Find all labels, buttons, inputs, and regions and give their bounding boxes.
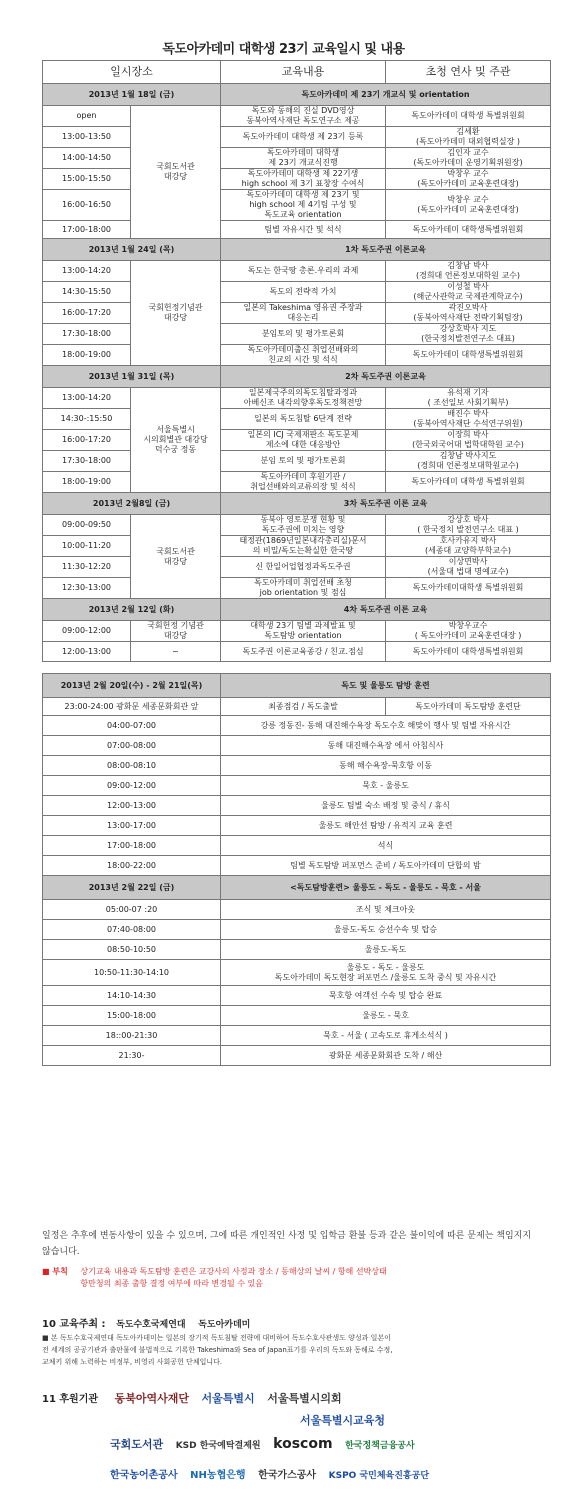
sponsor-logo: KSPO 국민체육진흥공단: [328, 1471, 430, 1481]
time-cell: open: [43, 106, 131, 127]
content-cell: 묵호 - 울릉도: [221, 776, 551, 796]
time-cell: 17:30-18:00: [43, 324, 131, 345]
footnote-label: ■ 부칙: [42, 1267, 68, 1276]
place-cell: 국회헌정기념관 대강당: [131, 261, 221, 366]
speaker-cell: 독도아카데미 대학생특별위원회: [386, 221, 551, 239]
content-cell: 독도의 전략적 가치: [221, 282, 386, 303]
content-cell: 석식: [221, 836, 551, 856]
time-cell: 04:00-07:00: [43, 716, 221, 736]
table-row: [43, 190, 551, 221]
time-cell: 09:00-09:50: [43, 515, 131, 536]
time-cell: 15:00-18:00: [43, 1006, 221, 1026]
sponsor-row-1: [42, 1390, 542, 1406]
time-cell: 17:00-18:00: [43, 221, 131, 239]
content-cell: 울릉도 팀별 숙소 배정 및 중식 / 휴식: [221, 796, 551, 816]
table-header-row: [43, 61, 551, 84]
organizer-row: [42, 1315, 260, 1330]
section-header-row: [43, 674, 551, 698]
time-cell: 14:10-14:30: [43, 986, 221, 1006]
organizer-description: ■ 본 독도수호국제연대 독도아카데미는 일본의 장기적 독도침탈 전략에 대비하여 독도수호사관생도 양성과 일본이 전 세계의 공공기관과 출판물에 불법적으로 기록한 Takeshima와 Sea of Japan표기를 우리의 독도와 동해로 수정, 교체키 위해 노력하는 비정부, 비영리 사회공헌 단체입니다.: [42, 1334, 393, 1366]
place-cell: 서울특별시 시의회별관 대강당 덕수궁 정동: [131, 388, 221, 493]
speaker-cell: 독도아카데미대학생 특별위원회: [386, 578, 551, 599]
section-title: 3차 독도주권 이론 교육: [221, 493, 551, 515]
content-cell: 팀별 독도탐방 퍼포먼스 준비 / 독도아카데미 단합의 밤: [221, 856, 551, 876]
section-title: 1차 독도주권 이론교육: [221, 239, 551, 261]
sponsor-logo: 서울특별시교육청: [300, 1414, 386, 1427]
content-cell: 일본의 독도침탈 6단계 전략: [221, 409, 386, 430]
table-row: [43, 324, 551, 345]
time-cell: 14:30-15:50: [43, 282, 131, 303]
section-header-row: [43, 366, 551, 388]
sponsor-logo: koscom: [273, 1436, 333, 1452]
section-date: 2013년 2월 12일 (화): [43, 599, 221, 621]
content-cell: 대학생 23기 팀별 과제발표 및 독도탐방 orientation: [221, 621, 386, 642]
speaker-cell: 강상호 박사 ( 한국정치 발전연구소 대표 ): [386, 515, 551, 536]
table-row: [43, 148, 551, 169]
table-row: [43, 836, 551, 856]
content-cell: 일본의 ICJ 국제재판소 독도문제 제소에 대한 대응방안: [221, 430, 386, 451]
content-cell: 묵호항 여객선 수속 및 탑승 완료: [221, 986, 551, 1006]
content-cell: 강릉 정동진- 동해 대진해수욕장 독도수호 해맞이 행사 및 팀별 자유시간: [221, 716, 551, 736]
column-header: 교육내용: [221, 61, 386, 84]
place-cell: 국회도서관 대강당: [131, 515, 221, 599]
table-row: [43, 986, 551, 1006]
table-row: [43, 698, 551, 716]
time-cell: 07:00-08:00: [43, 736, 221, 756]
section-title: 독도 및 울릉도 탐방 훈련: [221, 674, 551, 698]
footnote-text: 상기교육 내용과 독도탐방 훈련은 교강사의 사정과 장소 / 동해상의 날씨 / 항해 선박상태 항만청의 최종 출항 결정 여부에 따라 변경될 수 있음: [80, 1267, 387, 1288]
spacer: [43, 662, 551, 674]
column-header: 일시장소: [43, 61, 221, 84]
section-title: <독도탐방훈련> 울릉도 - 독도 - 울릉도 - 묵호 - 서울: [221, 876, 551, 900]
place-cell: ~: [131, 642, 221, 662]
content-cell: 일본의 Takeshima 영유권 주장과 대응논리: [221, 303, 386, 324]
speaker-cell: 이장희 박사 (한국외국어대 법학대학원 교수): [386, 430, 551, 451]
section-header-row: [43, 599, 551, 621]
content-cell: 독도아카데미출신 취업선배와의 친교의 시간 및 석식: [221, 345, 386, 366]
time-cell: 14:00-14:50: [43, 148, 131, 169]
content-cell: 조식 및 체크아웃: [221, 900, 551, 920]
section-date: 2013년 2월8일 (금): [43, 493, 221, 515]
section-header-row: [43, 84, 551, 106]
section-date: 2013년 1월 24일 (목): [43, 239, 221, 261]
place-cell: 국회도서관 대강당: [131, 106, 221, 239]
time-cell: 15:00-15:50: [43, 169, 131, 190]
time-cell: 12:00-13:00: [43, 796, 221, 816]
speaker-cell: 박창우 교수 (독도아카데미 교육훈련대장): [386, 190, 551, 221]
table-row: [43, 900, 551, 920]
section-header-row: [43, 239, 551, 261]
time-cell: 08:50-10:50: [43, 940, 221, 960]
content-cell: 일본제국주의의독도침탈과정과 아베신조 내각의향후독도정책전망: [221, 388, 386, 409]
column-header: 초청 연사 및 주관: [386, 61, 551, 84]
content-cell: 묵호 - 서울 ( 고속도로 휴게소석식 ): [221, 1026, 551, 1046]
sponsor-logo: 한국농어촌공사: [110, 1470, 178, 1481]
section-title: 독도아카데미 제 23기 개교식 및 orientation: [221, 84, 551, 106]
sponsor-row-3: [110, 1466, 439, 1481]
table-row: [43, 409, 551, 430]
time-cell: 17:00-18:00: [43, 836, 221, 856]
time-cell: 13:00-14:20: [43, 261, 131, 282]
time-cell: 16:00-16:50: [43, 190, 131, 221]
content-cell: 독도는 한국땅 총론.우리의 과제: [221, 261, 386, 282]
content-cell: 팀별 자유시간 및 석식: [221, 221, 386, 239]
speaker-cell: 강상호박사 지도 (한국정치발전연구소 대표): [386, 324, 551, 345]
table-row: [43, 940, 551, 960]
speaker-cell: 독도아카데미 대학생 특별위원회: [386, 106, 551, 127]
speaker-cell: 독도아카데미 대학생특별위원회: [386, 642, 551, 662]
speaker-cell: 김창남 박사지도 (경희대 언론정보대학원교수): [386, 451, 551, 472]
content-cell: 태정관(1869년일본내각총리실)문서 의 비밀/독도는확실한 한국땅: [221, 536, 386, 557]
table-row: [43, 515, 551, 536]
speaker-cell: 배진수 박사 (동북아역사재단 수석연구위원): [386, 409, 551, 430]
time-cell: 18:00-19:00: [43, 472, 131, 493]
content-cell: 독도아카데미 취업선배 초청 job orientation 및 점심: [221, 578, 386, 599]
time-cell: 18:00-22:00: [43, 856, 221, 876]
table-row: [43, 472, 551, 493]
gap-row: [43, 662, 551, 674]
speaker-cell: 박창우교수 ( 독도아카데미 교육훈련대장 ): [386, 621, 551, 642]
content-cell: 울릉도-독도: [221, 940, 551, 960]
sponsor-logo: 국회도서관: [110, 1438, 164, 1451]
page-title: 독도아카데미 대학생 23기 교육일시 및 내용: [162, 42, 405, 57]
section-date: 2013년 2월 20일(수) - 2월 21일(목): [43, 674, 221, 698]
table-row: [43, 716, 551, 736]
time-cell: 14:30-:15:50: [43, 409, 131, 430]
organizer-logo-2: 독도아카데미: [198, 1320, 251, 1330]
speaker-cell: 김창남 박사 (경희대 언론정보대학원 교수): [386, 261, 551, 282]
content-cell: 독도주권 이론교육종강 / 친교.점심: [221, 642, 386, 662]
table-row: [43, 127, 551, 148]
time-cell: 23:00-24:00 광화문 세종문화회관 앞: [43, 698, 221, 716]
time-cell: 12:30-13:00: [43, 578, 131, 599]
speaker-cell: 독도아카데미 독도탐방 훈련단: [386, 698, 551, 716]
time-cell: 13:00-17:00: [43, 816, 221, 836]
table-row: [43, 856, 551, 876]
section-date: 2013년 1월 18일 (금): [43, 84, 221, 106]
sponsor-logo: KSD 한국예탁결제원: [175, 1441, 261, 1451]
time-cell: 10:00-11:20: [43, 536, 131, 557]
content-cell: 울릉도 - 독도 - 울릉도 독도아카데미 독도현장 퍼포먼스 /울릉도 도착 중식 및 자유시간: [221, 960, 551, 986]
table-row: [43, 345, 551, 366]
time-cell: 18::00-21:30: [43, 1026, 221, 1046]
sponsor-logo: 동북아역사재단: [114, 1392, 189, 1405]
content-cell: 광화문 세종문화회관 도착 / 해산: [221, 1046, 551, 1066]
sponsor-label: 11 후원기관: [42, 1394, 99, 1405]
content-cell: 독도아카데미 대학생 제 22기생 high school 제 3기 표창장 수여식: [221, 169, 386, 190]
table-row: [43, 451, 551, 472]
table-row: [43, 1046, 551, 1066]
table-row: [43, 1026, 551, 1046]
table-row: [43, 756, 551, 776]
speaker-cell: 이성철 박사 (해군사관학교 국제관계학교수): [386, 282, 551, 303]
content-cell: 독도와 동해의 진실 DVD영상 동북아역사재단 독도연구소 제공: [221, 106, 386, 127]
footnote: [42, 1266, 542, 1290]
notice-text: 일정은 추후에 변동사항이 있을 수 있으며, 그에 따른 개인적인 사정 및 입학금 환불 등과 같은 불이익에 따른 문제는 책임지지 않습니다.: [42, 1231, 532, 1257]
time-cell: 10:50-11:30-14:10: [43, 960, 221, 986]
content-cell: 분임 토의 및 평가토론회: [221, 451, 386, 472]
speaker-cell: 독도아카데미 대학생 특별위원회: [386, 472, 551, 493]
time-cell: 09:00-12:00: [43, 776, 221, 796]
table-row: [43, 642, 551, 662]
speaker-cell: 곽진오박사 (동북아역사재단 전략기획팀장): [386, 303, 551, 324]
content-cell: 독도아카데미 대학생 제 23기 등록: [221, 127, 386, 148]
content-cell: 울릉도-독도 승선수속 및 탑승: [221, 920, 551, 940]
time-cell: 21:30-: [43, 1046, 221, 1066]
table-row: [43, 1006, 551, 1026]
content-cell: 울릉도 - 묵호: [221, 1006, 551, 1026]
table-row: [43, 261, 551, 282]
content-cell: 동해 대진해수욕장 에서 아침식사: [221, 736, 551, 756]
sponsor-logo: 서울특별시의회: [267, 1392, 342, 1405]
time-cell: 17:30-18:00: [43, 451, 131, 472]
table-row: [43, 621, 551, 642]
sponsor-logo: 한국가스공사: [258, 1470, 317, 1481]
time-cell: 18:00-19:00: [43, 345, 131, 366]
table-row: [43, 557, 551, 578]
organizer-label: 10 교육주최 :: [42, 1319, 106, 1330]
sponsor-logo: NH농협은행: [190, 1470, 246, 1481]
speaker-cell: 김세환 (독도아카데미 대외협력실장 ): [386, 127, 551, 148]
speaker-cell: 독도아카데미 대학생특별위원회: [386, 345, 551, 366]
content-cell: 최종점검 / 독도출발: [221, 698, 386, 716]
speaker-cell: 김인자 교수 (독도아카데미 운영기획위원장): [386, 148, 551, 169]
section-date: 2013년 1월 31일 (목): [43, 366, 221, 388]
content-cell: 독도아카데미 후원기관 / 취업선배와의교류의장 및 석식: [221, 472, 386, 493]
section-title: 2차 독도주권 이론교육: [221, 366, 551, 388]
place-cell: 국회헌정 기념관 대강당: [131, 621, 221, 642]
content-cell: 독도아카데미 대학생 제 23기 및 high school 제 4기팀 구성 및 독도교육 orientation: [221, 190, 386, 221]
table-row: [43, 169, 551, 190]
speaker-cell: 호사카유지 박사 (세종대 교양학부학교수): [386, 536, 551, 557]
sponsor-logo: 한국정책금융공사: [345, 1441, 415, 1451]
sponsor-row-2: [110, 1436, 425, 1452]
time-cell: 16:00-17:20: [43, 430, 131, 451]
speaker-cell: 유석재 기자 ( 조선일보 사회기획부): [386, 388, 551, 409]
time-cell: 08:00-08:10: [43, 756, 221, 776]
time-cell: 11:30-12:20: [43, 557, 131, 578]
speaker-cell: 박창우 교수 (독도아카데미 교육훈련대장): [386, 169, 551, 190]
time-cell: 13:00-14:20: [43, 388, 131, 409]
section-header-row: [43, 876, 551, 900]
speaker-cell: 이상면박사 (서울대 법대 명예교수): [386, 557, 551, 578]
table-row: [43, 960, 551, 986]
time-cell: 16:00-17:20: [43, 303, 131, 324]
content-cell: 신 한일어업협정과독도주권: [221, 557, 386, 578]
table-row: [43, 106, 551, 127]
table-row: [43, 536, 551, 557]
content-cell: 독도아카데미 대학생 제 23기 개교식진행: [221, 148, 386, 169]
time-cell: 07:40-08:00: [43, 920, 221, 940]
content-cell: 울릉도 해안선 탐방 / 유적지 교육 훈련: [221, 816, 551, 836]
table-row: [43, 303, 551, 324]
time-cell: 05:00-07 :20: [43, 900, 221, 920]
time-cell: 13:00-13:50: [43, 127, 131, 148]
content-cell: 동북아 영토분쟁 현황 및 독도주권에 미치는 영향: [221, 515, 386, 536]
table-row: [43, 578, 551, 599]
table-row: [43, 430, 551, 451]
schedule-table: [42, 60, 551, 1066]
section-header-row: [43, 493, 551, 515]
content-cell: 동해 해수욕장-묵호항 이동: [221, 756, 551, 776]
table-row: [43, 816, 551, 836]
sponsor-logo: 서울특별시: [201, 1392, 255, 1405]
table-row: [43, 736, 551, 756]
table-row: [43, 282, 551, 303]
table-row: [43, 776, 551, 796]
section-title: 4차 독도주권 이론 교육: [221, 599, 551, 621]
table-row: [43, 796, 551, 816]
sponsor-row-1b: [300, 1412, 395, 1428]
content-cell: 분임토의 및 평가토론회: [221, 324, 386, 345]
table-row: [43, 920, 551, 940]
table-row: [43, 221, 551, 239]
time-cell: 12:00-13:00: [43, 642, 131, 662]
section-date: 2013년 2월 22일 (금): [43, 876, 221, 900]
table-row: [43, 388, 551, 409]
time-cell: 09:00-12:00: [43, 621, 131, 642]
organizer-logo-1: 독도수호국제연대: [116, 1320, 186, 1330]
